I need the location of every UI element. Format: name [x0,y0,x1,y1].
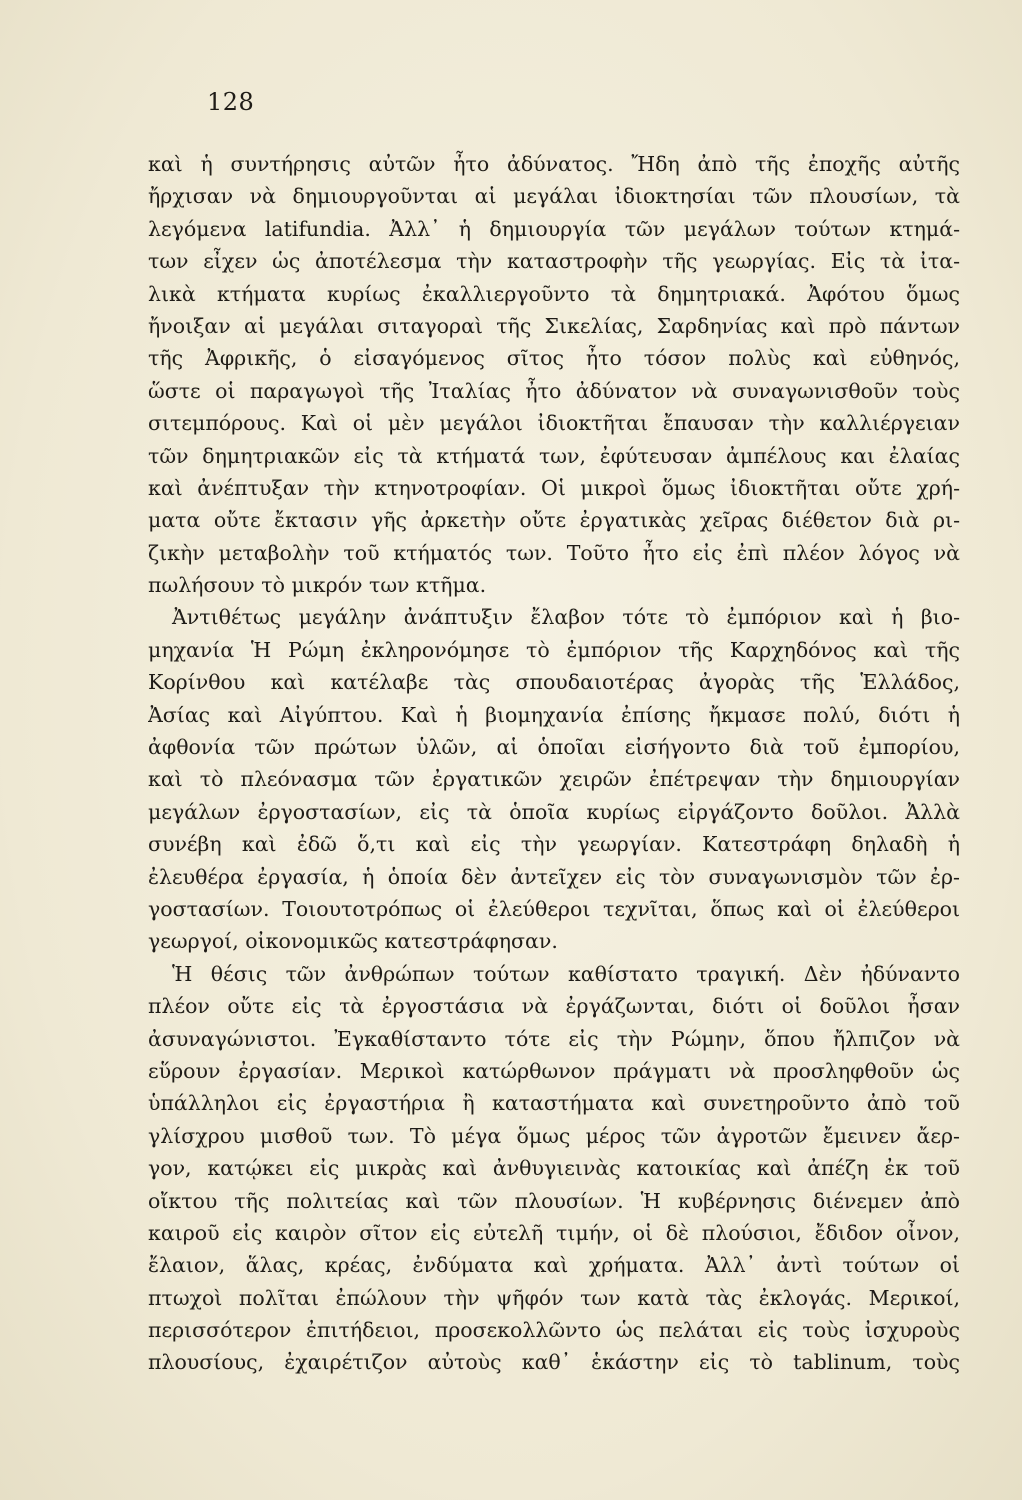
text-line: τῶν δημητριακῶν εἰς τὰ κτήματά των, ἐφύτευσαν ἀμπέλους και ἐλαίας [148,443,960,468]
text-line: γοστασίων. Τοιουτοτρόπως οἱ ἐλεύθεροι τεχνῖται, ὅπως καὶ οἱ ἐλεύθεροι [148,896,960,921]
text-line: τῆς Ἀφρικῆς, ὁ εἰσαγόμενος σῖτος ἦτο τόσον πολὺς καὶ εὐθηνός, [148,346,960,371]
text-line: πλέον οὔτε εἰς τὰ ἐργοστάσια νὰ ἐργάζωνται, διότι οἱ δοῦλοι ἦσαν [148,994,960,1019]
text-line: καὶ ἀνέπτυξαν τὴν κτηνοτροφίαν. Οἱ μικροὶ ὅμως ἰδιοκτῆται οὔτε χρή- [148,475,960,500]
text-line: περισσότερον ἐπιτήδειοι, προσεκολλῶντο ὡς πελάται εἰς τοὺς ἰσχυροὺς [148,1318,960,1343]
text-line: καιροῦ εἰς καιρὸν σῖτον εἰς εὐτελῆ τιμήν, οἱ δὲ πλούσιοι, ἔδιδον οἶνον, [148,1220,960,1245]
text-line: ἔλαιον, ἅλας, κρέας, ἐνδύματα καὶ χρήματα. Ἀλλ᾿ ἀντὶ τούτων οἱ [148,1253,960,1278]
text-line: λεγόμενα latifundia. Ἀλλ᾿ ἡ δημιουργία τῶν μεγάλων τούτων κτημά- [148,216,960,241]
text-line: ἤρχισαν νὰ δημιουργοῦνται αἱ μεγάλαι ἰδιοκτησίαι τῶν πλουσίων, τὰ [148,184,960,209]
text-line: σιτεμπόρους. Καὶ οἱ μὲν μεγάλοι ἰδιοκτῆται ἔπαυσαν τὴν καλλιέργειαν [148,411,960,436]
body-text [148,148,960,1379]
text-line: πωλήσουν τὸ μικρόν των κτῆμα. [148,573,487,598]
text-line: ἀφθονία τῶν πρώτων ὑλῶν, αἱ ὁποῖαι εἰσήγοντο διὰ τοῦ ἐμπορίου, [148,735,960,760]
text-line: Ἀσίας καὶ Αἰγύπτου. Καὶ ἡ βιομηχανία ἐπίσης ἤκμασε πολύ, διότι ἡ [148,702,960,727]
text-line: οἴκτου τῆς πολιτείας καὶ τῶν πλουσίων. Ἡ κυβέρνησις διένεμεν ἀπὸ [148,1188,960,1213]
text-line: πτωχοὶ πολῖται ἐπώλουν τὴν ψῆφόν των κατὰ τὰς ἐκλογάς. Μερικοί, [148,1285,960,1310]
text-line: γεωργοί, οἰκονομικῶς κατεστράφησαν. [148,929,558,954]
text-line: συνέβη καὶ ἐδῶ ὅ,τι καὶ εἰς τὴν γεωργίαν. Κατεστράφη δηλαδὴ ἡ [148,832,960,857]
text-line: ματα οὔτε ἔκτασιν γῆς ἀρκετὴν οὔτε ἐργατικὰς χεῖρας διέθετον διὰ ρι- [148,508,960,533]
text-line: εὕρουν ἐργασίαν. Μερικοὶ κατώρθωνον πράγματι νὰ προσληφθοῦν ὡς [148,1058,960,1083]
text-line: Ἀντιθέτως μεγάλην ἀνάπτυξιν ἔλαβον τότε τὸ ἐμπόριον καὶ ἡ βιο- [172,605,960,630]
text-line: λικὰ κτήματα κυρίως ἐκαλλιεργοῦντο τὰ δημητριακά. Ἀφότου ὅμως [148,281,960,306]
text-line: Κορίνθου καὶ κατέλαβε τὰς σπουδαιοτέρας ἀγορὰς τῆς Ἑλλάδος, [148,670,960,695]
text-line: ὥστε οἱ παραγωγοὶ τῆς Ἰταλίας ἦτο ἀδύνατον νὰ συναγωνισθοῦν τοὺς [148,378,960,403]
text-line: ὑπάλληλοι εἰς ἐργαστήρια ἢ καταστήματα καὶ συνετηροῦντο ἀπὸ τοῦ [148,1091,960,1116]
text-line: καὶ τὸ πλεόνασμα τῶν ἐργατικῶν χειρῶν ἐπέτρεψαν τὴν δημιουργίαν [148,767,960,792]
page-number: 128 [207,88,255,116]
text-line: καὶ ἡ συντήρησις αὐτῶν ἦτο ἀδύνατος. Ἤδη ἀπὸ τῆς ἐποχῆς αὐτῆς [148,152,960,176]
text-line: ἐλευθέρα ἐργασία, ἡ ὁποία δὲν ἀντεῖχεν εἰς τὸν συναγωνισμὸν τῶν ἐρ- [148,864,960,889]
text-line: μηχανία Ἡ Ρώμη ἐκληρονόμησε τὸ ἐμπόριον τῆς Καρχηδόνος καὶ τῆς [148,637,960,662]
text-line: μεγάλων ἐργοστασίων, εἰς τὰ ὁποῖα κυρίως εἰργάζοντο δοῦλοι. Ἀλλὰ [148,799,960,824]
text-line: γλίσχρου μισθοῦ των. Τὸ μέγα ὅμως μέρος τῶν ἀγροτῶν ἔμεινεν ἄερ- [148,1123,960,1148]
text-line: των εἶχεν ὡς ἀποτέλεσμα τὴν καταστροφὴν τῆς γεωργίας. Εἰς τὰ ἰτα- [148,249,960,274]
text-line: πλουσίους, ἐχαιρέτιζον αὐτοὺς καθ᾿ ἑκάστην εἰς τὸ tablinum, τοὺς [148,1350,960,1375]
text-line: Ἡ θέσις τῶν ἀνθρώπων τούτων καθίστατο τραγική. Δὲν ἠδύναντο [172,961,960,986]
text-line: ἤνοιξαν αἱ μεγάλαι σιταγοραὶ τῆς Σικελίας, Σαρδηνίας καὶ πρὸ πάντων [148,313,960,338]
text-line: γον, κατῴκει εἰς μικρὰς καὶ ἀνθυγιεινὰς κατοικίας καὶ ἀπέζη ἐκ τοῦ [148,1156,960,1181]
text-line: ζικὴν μεταβολὴν τοῦ κτήματός των. Τοῦτο ἦτο εἰς ἐπὶ πλέον λόγος νὰ [148,540,960,565]
text-line: ἀσυναγώνιστοι. Ἐγκαθίσταντο τότε εἰς τὴν Ρώμην, ὅπου ἤλπιζον νὰ [148,1026,960,1051]
